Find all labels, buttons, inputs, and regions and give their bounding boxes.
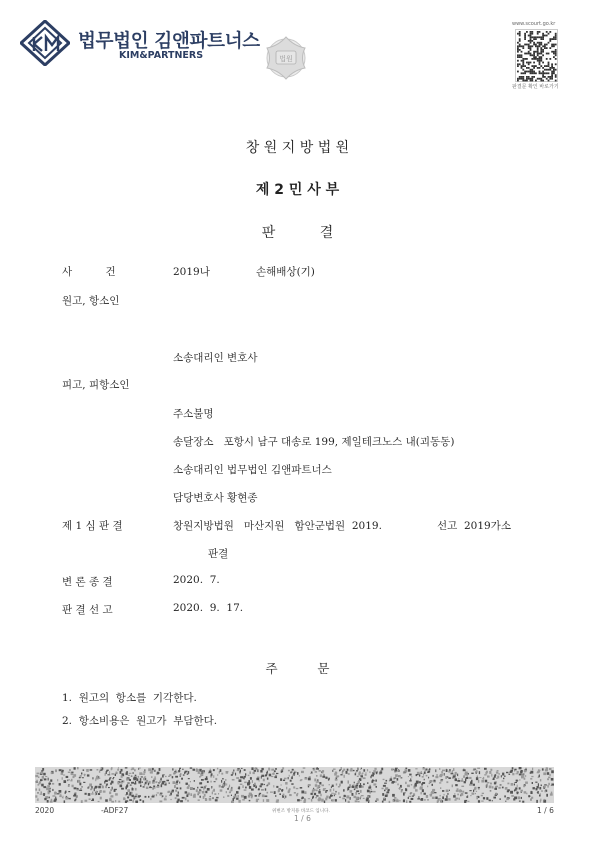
appellee-address: 주소불명 [173, 408, 214, 420]
qr-caption: 판결문 확인 바로가기 [512, 84, 559, 90]
appellant-label: 원고, 항소인 [62, 295, 120, 307]
closing-date: 2020. 7. [173, 574, 220, 586]
footer-code: -ADF27 [101, 806, 129, 815]
appellee-label: 피고, 피항소인 [62, 379, 130, 391]
division-title: 제 2 민 사 부 [255, 182, 340, 198]
court-title: 창 원 지 방 법 원 [245, 140, 350, 156]
footer-year: 2020 [35, 806, 55, 815]
first-instance-sentence: 선고 2019가소 [437, 520, 511, 532]
footer-page-center: 1 / 6 [294, 814, 311, 823]
case-label: 사 건 [62, 266, 116, 278]
appellant-counsel: 소송대리인 변호사 [173, 352, 258, 364]
qr-url: www.scourt.go.kr [512, 21, 556, 27]
appellee-lawyer: 담당변호사 황현종 [173, 492, 258, 504]
footer-page-right: 1 / 6 [537, 806, 554, 815]
case-number: 2019나 [173, 266, 210, 278]
case-name: 손해배상(기) [256, 266, 315, 278]
footer-note: 위변조 방지용 바코드 입니다. [272, 809, 330, 814]
first-instance-court: 창원지방법원 마산지원 함안군법원 2019. [173, 520, 382, 532]
firm-name-en: KIM&PARTNERS [119, 50, 204, 61]
judgment-date: 2020. 9. 17. [173, 602, 244, 614]
judgment-label: 판 결 선 고 [62, 604, 113, 616]
order-heading: 주 문 [265, 661, 330, 676]
document-type-title: 판 결 [261, 225, 334, 241]
appellee-service-address: 송달장소 포항시 남구 대송로 199, 제일테크노스 내(괴동동) [173, 436, 455, 448]
first-instance-label: 제 1 심 판 결 [62, 520, 123, 532]
order-item: 2. 항소비용은 원고가 부담한다. [62, 715, 218, 727]
first-instance-judgment: 판결 [208, 548, 229, 560]
anti-forgery-barcode [35, 767, 554, 803]
qr-code-icon[interactable] [515, 29, 558, 82]
seal-text: 법원 [279, 55, 293, 63]
firm-name: 법무법인 김앤파트너스 [78, 31, 260, 52]
appellee-counsel: 소송대리인 법무법인 김앤파트너스 [173, 464, 332, 476]
order-item: 1. 원고의 항소를 기각한다. [62, 692, 197, 704]
closing-label: 변 론 종 결 [62, 576, 113, 588]
firm-logo-icon [20, 20, 70, 66]
court-seal-icon [264, 34, 308, 82]
